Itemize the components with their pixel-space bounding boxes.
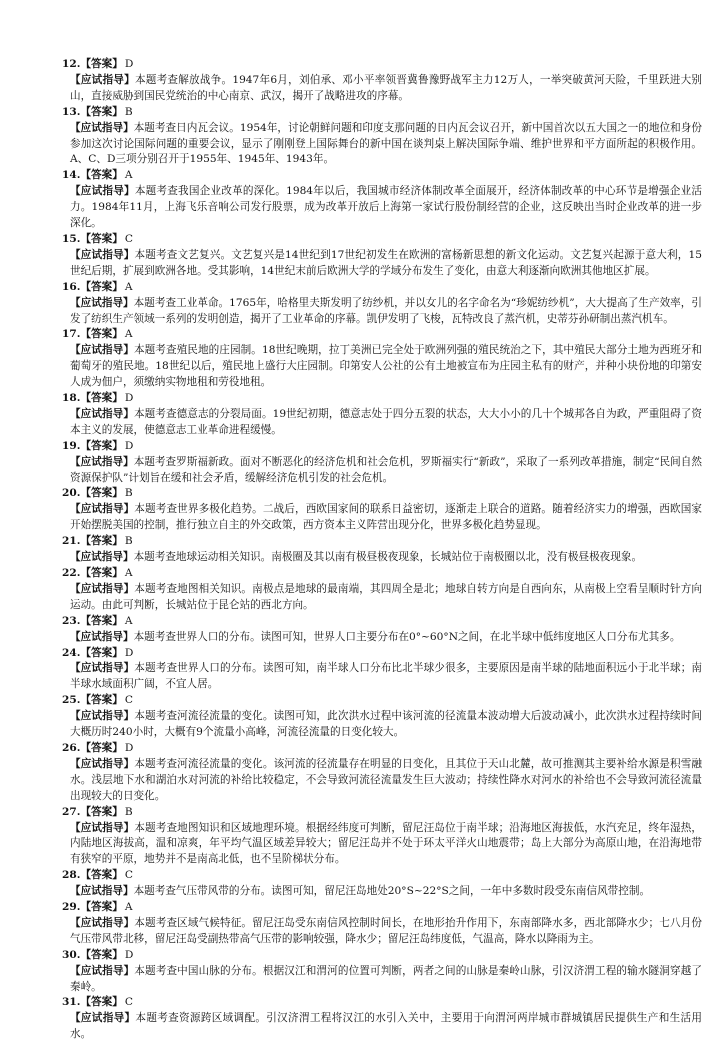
- answer-value: B: [124, 105, 133, 118]
- question-number: 18.: [62, 392, 81, 405]
- question-number: 28.: [62, 869, 81, 882]
- answer-label: 【答案】: [80, 392, 123, 405]
- answer-label: 【答案】: [80, 567, 123, 579]
- answer-item-12: [62, 57, 702, 105]
- guide-text: 本题考查工业革命。1765年，哈格里夫斯发明了纺纱机，并以女儿的名字命名为“珍妮纺纱机”，大大提高了生产效率，引发了纺织生产领域一系列的发明创造，揭开了工业革命的序幕。凯伊发明了飞梭，瓦特改良了蒸汽机，史蒂芬孙研制出蒸汽机车。: [70, 296, 703, 325]
- answer-label: 【答案】: [80, 614, 123, 627]
- answer-item-27: [62, 805, 702, 869]
- answer-item-17: [62, 327, 702, 391]
- guide-label: 【应试指导】: [70, 662, 135, 675]
- answer-value: A: [124, 280, 133, 293]
- answer-label: 【答案】: [80, 439, 123, 452]
- answer-item-30: [62, 948, 702, 996]
- guide-label: 【应试指导】: [70, 821, 135, 834]
- guide-label: 【应试指导】: [70, 885, 134, 898]
- question-number: 19.: [62, 439, 81, 452]
- answer-label: 【答案】: [80, 280, 123, 293]
- question-number: 20.: [62, 487, 81, 500]
- guide-text: 本题考查河流径流量的变化。该河流的径流量存在明显的日变化，且其位于天山北麓，故可推测其主要补给水源是积雪融水。浅层地下水和湖泊水对河流的补给比较稳定，不会导致河流径流量发生巨大波动；持续性降水对河水的补给也不会导致河流径流量出现较大的日变化。: [70, 757, 703, 802]
- answer-label: 【答案】: [80, 232, 123, 245]
- guide-text: 本题考查世界人口的分布。读图可知，世界人口主要分布在0°~60°N之间，在北半球中低纬度地区人口分布尤其多。: [133, 630, 681, 643]
- question-number: 30.: [62, 948, 81, 961]
- answer-label: 【答案】: [80, 948, 123, 961]
- question-number: 26.: [62, 741, 81, 754]
- guide-label: 【应试指导】: [70, 757, 135, 770]
- guide-text: 本题考查地球运动相关知识。南极圈及其以南有极昼极夜现象，长城站位于南极圈以北，没有极昼极夜现象。: [133, 551, 643, 564]
- guide-text: 本题考查资源跨区域调配。引汉济渭工程将汉江的水引入关中，主要用于向渭河两岸城市群城镇居民提供生产和生活用水。: [70, 1012, 703, 1041]
- answer-item-23: [62, 614, 702, 646]
- answer-value: B: [124, 535, 133, 548]
- answer-label: 【答案】: [80, 328, 123, 341]
- guide-label: 【应试指导】: [70, 916, 135, 929]
- answer-label: 【答案】: [80, 741, 123, 754]
- answer-value: C: [124, 996, 133, 1009]
- guide-label: 【应试指导】: [70, 407, 134, 420]
- question-number: 17.: [62, 328, 81, 341]
- guide-text: 本题考查日内瓦会议。1954年，讨论朝鲜问题和印度支那问题的日内瓦会议召开，新中国首次以五大国之一的地位和身份参加这次讨论国际问题的重要会议，显示了刚刚登上国际舞台的新中国在谈判桌上解决国际争端、维护世界和平方面所起的积极作用。A、C、D三项分别召开于1955年、1945年、1943年。: [70, 121, 702, 166]
- answer-value: A: [124, 614, 133, 627]
- answer-value: B: [124, 805, 133, 818]
- answer-value: A: [124, 328, 133, 341]
- guide-text: 本题考查地图知识和区域地理环境。根据经纬度可判断，留尼汪岛位于南半球；沿海地区海拔低，水汽充足，终年湿热，内陆地区海拔高，温和凉爽，年平均气温区域差异较大；留尼汪岛并不处于环太平洋火山地震带；岛上大部分为高原山地，在沿海地带有狭窄的平原，地势并不是南高北低，也不呈阶梯状分布。: [70, 821, 703, 866]
- answer-label: 【答案】: [80, 901, 123, 914]
- guide-text: 本题考查河流径流量的变化。读图可知，此次洪水过程中该河流的径流量本波动增大后波动减小，此次洪水过程持续时间大概历时240小时，大概有9个流量小高峰，河流径流量的日变化较大。: [70, 710, 703, 739]
- question-number: 29.: [62, 901, 81, 914]
- answer-value: A: [124, 169, 133, 182]
- question-number: 14.: [62, 169, 81, 182]
- answer-label: 【答案】: [80, 996, 123, 1009]
- guide-label: 【应试指导】: [70, 455, 134, 468]
- question-number: 12.: [62, 58, 81, 70]
- answer-value: D: [124, 741, 134, 754]
- guide-text: 本题考查世界多极化趋势。二战后，西欧国家间的联系日益密切，逐渐走上联合的道路。随着经济实力的增强，西欧国家开始摆脱美国的控制，推行独立自主的外交政策，西方资本主义阵营出现分化，世界多极化趋势显现。: [70, 503, 703, 532]
- guide-text: 本题考查世界人口的分布。读图可知，南半球人口分布比北半球少很多，主要原因是南半球的陆地面积远小于北半球；南半球水域面积广阔，不宜人居。: [70, 662, 703, 691]
- guide-text: 本题考查解放战争。1947年6月，刘伯承、邓小平率领晋冀鲁豫野战军主力12万人，一举突破黄河天险，千里跃进大别山，直接威胁到国民党统治的中心南京、武汉，揭开了战略进攻的序幕。: [70, 73, 702, 102]
- guide-text: 本题考查气压带风带的分布。读图可知，留尼汪岛地处20°S~22°S之间，一年中多数时段受东南信风带控制。: [133, 885, 651, 898]
- guide-label: 【应试指导】: [70, 630, 134, 643]
- guide-label: 【应试指导】: [70, 551, 134, 564]
- guide-text: 本题考查区域气候特征。留尼汪岛受东南信风控制时间长，在地形抬升作用下，东南部降水多，西北部降水少；七八月份气压带风带北移，留尼汪岛受副热带高气压带的影响较强，降水少；留尼汪岛纬度低，气温高，降水以降雨为主。: [70, 916, 703, 945]
- question-number: 15.: [62, 232, 81, 245]
- answer-item-18: [62, 391, 702, 439]
- question-number: 22.: [62, 567, 81, 579]
- guide-text: 本题考查中国山脉的分布。根据汉江和渭河的位置可判断，两者之间的山脉是秦岭山脉，引汉济渭工程的输水隧洞穿越了秦岭。: [70, 964, 703, 993]
- guide-label: 【应试指导】: [70, 248, 135, 261]
- guide-label: 【应试指导】: [70, 185, 135, 198]
- answer-item-13: [62, 105, 702, 169]
- answer-item-29: [62, 900, 702, 948]
- answer-value: D: [124, 58, 134, 70]
- guide-label: 【应试指导】: [70, 344, 134, 357]
- question-number: 25.: [62, 694, 81, 707]
- guide-text: 本题考查文艺复兴。文艺复兴是14世纪到17世纪初发生在欧洲的富杨新思想的新文化运动。文艺复兴起源于意大利，15世纪后期，扩展到欧洲各地。受其影响，14世纪末前后欧洲大学的学域分布发生了变化，由意大利逐渐向欧洲其他地区扩展。: [70, 248, 702, 277]
- answer-value: A: [124, 901, 133, 914]
- answer-value: C: [124, 869, 133, 882]
- answer-value: D: [124, 646, 134, 659]
- answer-item-21: [62, 534, 702, 566]
- answer-value: B: [124, 487, 133, 500]
- question-number: 24.: [62, 646, 81, 659]
- answer-item-14: [62, 168, 702, 232]
- answer-value: C: [124, 232, 133, 245]
- answer-explanations-page: [62, 57, 702, 1043]
- guide-label: 【应试指导】: [70, 503, 135, 516]
- guide-label: 【应试指导】: [70, 710, 135, 723]
- answer-label: 【答案】: [80, 805, 123, 818]
- answer-label: 【答案】: [80, 694, 123, 707]
- answer-label: 【答案】: [80, 487, 123, 500]
- answer-item-15: [62, 232, 702, 280]
- guide-label: 【应试指导】: [70, 582, 135, 595]
- answer-value: D: [124, 948, 134, 961]
- answer-value: D: [124, 439, 134, 452]
- guide-text: 本题考查德意志的分裂局面。19世纪初期，德意志处于四分五裂的状态，大大小小的几十个城邦各自为政，严重阻碍了资本主义的发展，使德意志工业革命进程缓慢。: [70, 407, 702, 436]
- answer-label: 【答案】: [80, 58, 123, 70]
- guide-label: 【应试指导】: [70, 964, 135, 977]
- question-number: 13.: [62, 105, 81, 118]
- guide-label: 【应试指导】: [70, 73, 135, 86]
- answer-label: 【答案】: [80, 105, 123, 118]
- guide-text: 本题考查殖民地的庄园制。18世纪晚期，拉丁美洲已完全处于欧洲列强的殖民统治之下，其中殖民大部分土地为西班牙和葡萄牙的殖民地。18世纪以后，殖民地上盛行大庄园制。印第安人公社的公有土地被宣布为庄园主私有的财产，并种小块份地的印第安人成为佃户，须缴纳实物地租和劳役地租。: [70, 344, 702, 389]
- answer-label: 【答案】: [80, 169, 123, 182]
- guide-label: 【应试指导】: [70, 1012, 136, 1025]
- guide-text: 本题考查我国企业改革的深化。1984年以后，我国城市经济体制改革全面展开，经济体制改革的中心环节是增强企业活力。1984年11月，上海飞乐音响公司发行股票，成为改革开放后上海第一家试行股份制经营的企业，这反映出当时企业改革的进一步深化。: [70, 185, 702, 230]
- guide-label: 【应试指导】: [70, 121, 134, 134]
- answer-label: 【答案】: [80, 869, 123, 882]
- answer-value: D: [124, 392, 134, 405]
- question-number: 16.: [62, 280, 81, 293]
- answer-label: 【答案】: [80, 646, 123, 659]
- question-number: 31.: [62, 996, 81, 1009]
- answer-value: C: [124, 694, 133, 707]
- answer-item-25: [62, 693, 702, 741]
- guide-label: 【应试指导】: [70, 296, 134, 309]
- answer-item-31: [62, 995, 702, 1043]
- question-number: 21.: [62, 535, 81, 548]
- answer-item-16: [62, 280, 702, 328]
- answer-item-22: [62, 566, 702, 614]
- guide-text: 本题考查罗斯福新政。面对不断恶化的经济危机和社会危机，罗斯福实行“新政”，采取了一系列改革措施，制定“民间自然资源保护队”计划旨在缓和社会矛盾，缓解经济危机引发的社会危机。: [70, 455, 703, 484]
- question-number: 23.: [62, 614, 81, 627]
- answer-item-20: [62, 486, 702, 534]
- answer-item-24: [62, 646, 702, 694]
- answer-value: A: [124, 567, 133, 579]
- answer-item-26: [62, 741, 702, 805]
- answer-item-19: [62, 439, 702, 487]
- guide-text: 本题考查地图相关知识。南极点是地球的最南端，其四周全是北；地球自转方向是自西向东，从南极上空看呈顺时针方向运动。由此可判断，长城站位于昆仑站的西北方向。: [70, 582, 703, 611]
- answer-label: 【答案】: [80, 535, 123, 548]
- answer-item-28: [62, 868, 702, 900]
- question-number: 27.: [62, 805, 81, 818]
